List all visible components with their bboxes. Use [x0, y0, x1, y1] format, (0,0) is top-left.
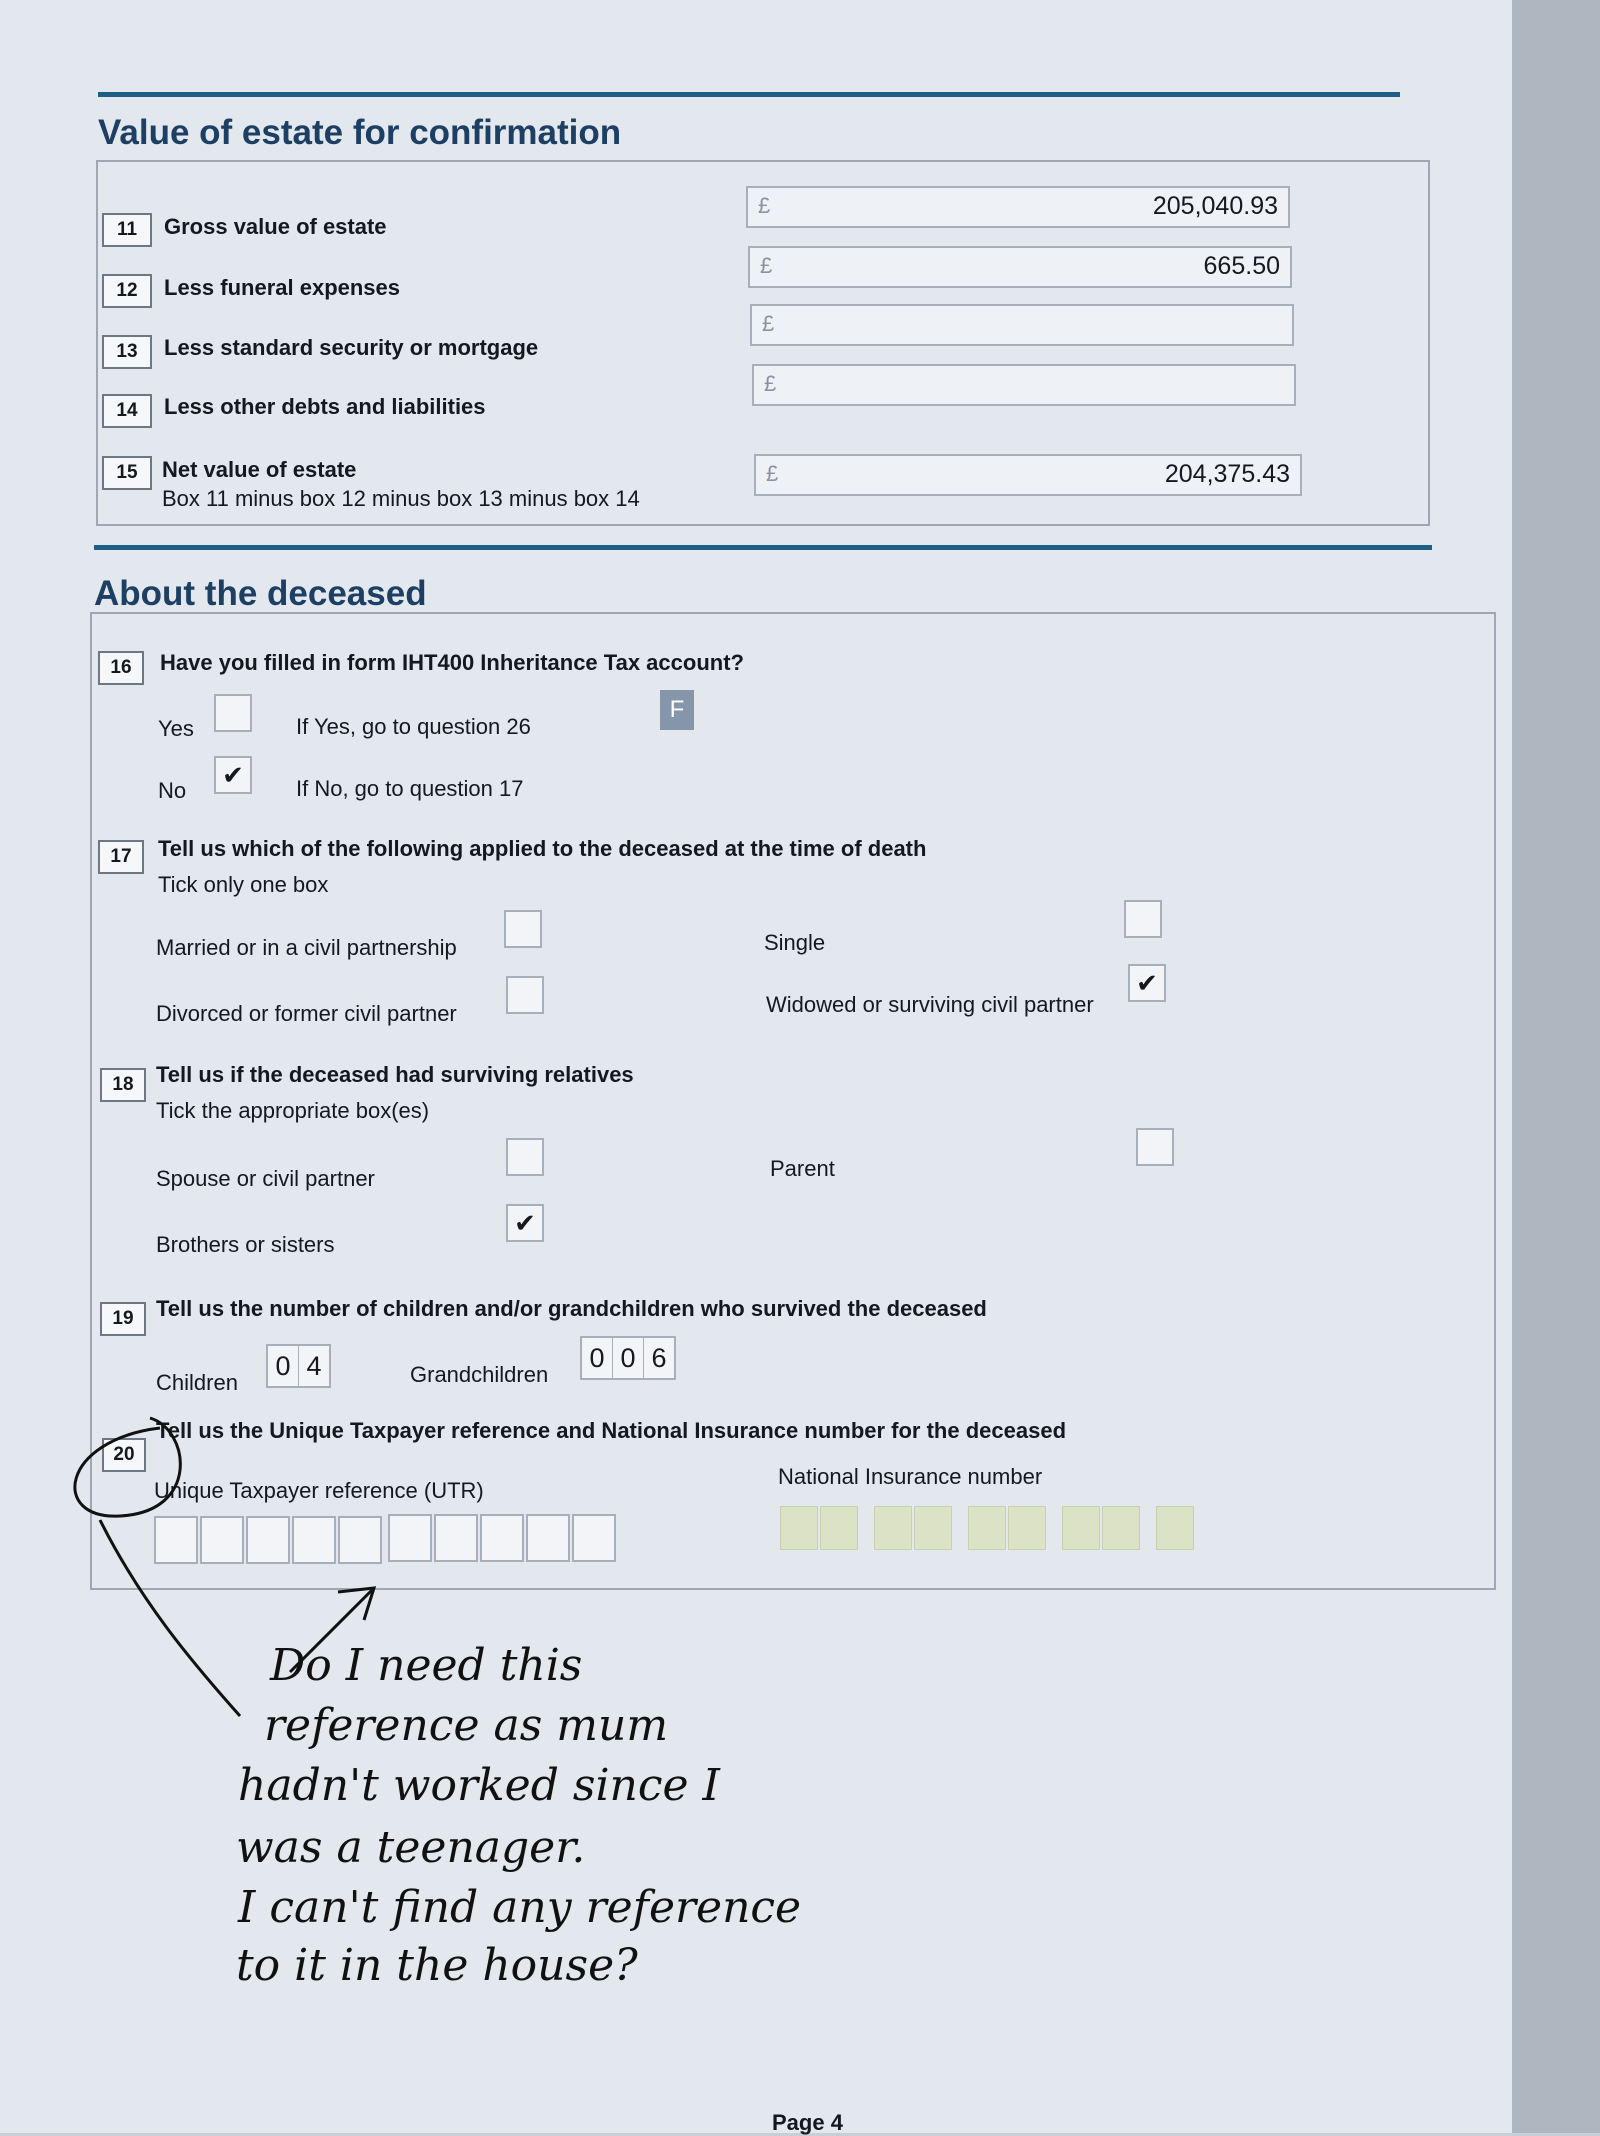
question-number-11: 11	[102, 213, 152, 247]
funeral-expenses-label: Less funeral expenses	[164, 275, 401, 300]
question-number-13: 13	[102, 335, 152, 369]
gross-value-amount: 205,040.93	[1152, 192, 1278, 220]
funeral-expenses-amount: 665.50	[1203, 252, 1280, 280]
q16-no-hint: If No, go to question 17	[296, 776, 524, 801]
connector-line	[100, 1520, 240, 1716]
q20-question: Tell us the Unique Taxpayer reference and National Insurance number for the deceased	[156, 1418, 1067, 1443]
digit: 4	[306, 1351, 322, 1381]
divorced-label: Divorced or former civil partner	[156, 1001, 457, 1026]
circle-mark	[75, 1418, 180, 1516]
digit: 6	[651, 1343, 667, 1373]
ni-label: National Insurance number	[778, 1464, 1043, 1489]
question-number-14: 14	[102, 394, 152, 428]
pound-symbol: £	[762, 311, 775, 336]
question-number-12: 12	[102, 274, 152, 308]
question-number-20: 20	[102, 1438, 146, 1472]
pound-symbol: £	[758, 193, 771, 218]
page-number: Page 4	[772, 2110, 843, 2135]
q16-question: Have you filled in form IHT400 Inheritance Tax account?	[160, 650, 744, 675]
q16-yes-label: Yes	[158, 716, 194, 741]
question-number-18: 18	[100, 1068, 146, 1102]
spouse-label: Spouse or civil partner	[156, 1166, 375, 1191]
section-title-deceased: About the deceased	[94, 574, 427, 613]
handwritten-line: I can't find any reference	[238, 1882, 802, 1933]
single-label: Single	[764, 930, 826, 955]
form-badge: F	[660, 690, 694, 730]
widowed-checkbox[interactable]: ✔	[1128, 964, 1166, 1002]
siblings-label: Brothers or sisters	[156, 1232, 335, 1257]
q18-question: Tell us if the deceased had surviving relatives	[156, 1062, 634, 1087]
handwritten-line: was a teenager.	[236, 1822, 586, 1873]
q19-question: Tell us the number of children and/or grandchildren who survived the deceased	[156, 1296, 987, 1321]
digit: 0	[582, 1338, 613, 1378]
question-number-19: 19	[100, 1302, 146, 1336]
mortgage-label: Less standard security or mortgage	[164, 335, 539, 360]
pound-symbol: £	[760, 253, 773, 278]
pound-symbol: £	[764, 371, 777, 396]
net-value-amount: 204,375.43	[1164, 460, 1290, 488]
gross-value-label: Gross value of estate	[164, 214, 387, 239]
q17-hint: Tick only one box	[158, 872, 329, 897]
net-value-label: Net value of estate	[162, 457, 357, 482]
handwritten-line: hadn't worked since I	[238, 1760, 720, 1811]
handwritten-line: reference as mum	[264, 1700, 669, 1751]
widowed-label: Widowed or surviving civil partner	[766, 992, 1094, 1017]
background-wall	[1512, 0, 1600, 2133]
q17-question: Tell us which of the following applied to the deceased at the time of death	[158, 836, 927, 861]
net-value-note: Box 11 minus box 12 minus box 13 minus box 14	[162, 486, 640, 511]
married-label: Married or in a civil partnership	[156, 935, 457, 960]
q18-hint: Tick the appropriate box(es)	[156, 1098, 430, 1123]
q16-no-checkbox[interactable]: ✔	[214, 756, 252, 794]
children-label: Children	[156, 1370, 238, 1395]
siblings-checkbox[interactable]: ✔	[506, 1204, 544, 1242]
other-debts-label: Less other debts and liabilities	[164, 394, 486, 419]
digit: 0	[613, 1338, 644, 1378]
question-number-16: 16	[98, 651, 144, 685]
q16-yes-hint: If Yes, go to question 26	[296, 714, 531, 739]
question-number-15: 15	[102, 456, 152, 490]
digit: 0	[268, 1346, 299, 1386]
pound-symbol: £	[766, 461, 779, 486]
question-number-17: 17	[98, 840, 144, 874]
grandchildren-label: Grandchildren	[410, 1362, 549, 1387]
parent-label: Parent	[770, 1156, 835, 1181]
q16-no-label: No	[158, 778, 187, 803]
handwritten-line: to it in the house?	[236, 1940, 638, 1991]
utr-label: Unique Taxpayer reference (UTR)	[154, 1478, 484, 1503]
section-title-estate: Value of estate for confirmation	[98, 113, 622, 152]
handwritten-line: Do I need this	[270, 1640, 583, 1691]
